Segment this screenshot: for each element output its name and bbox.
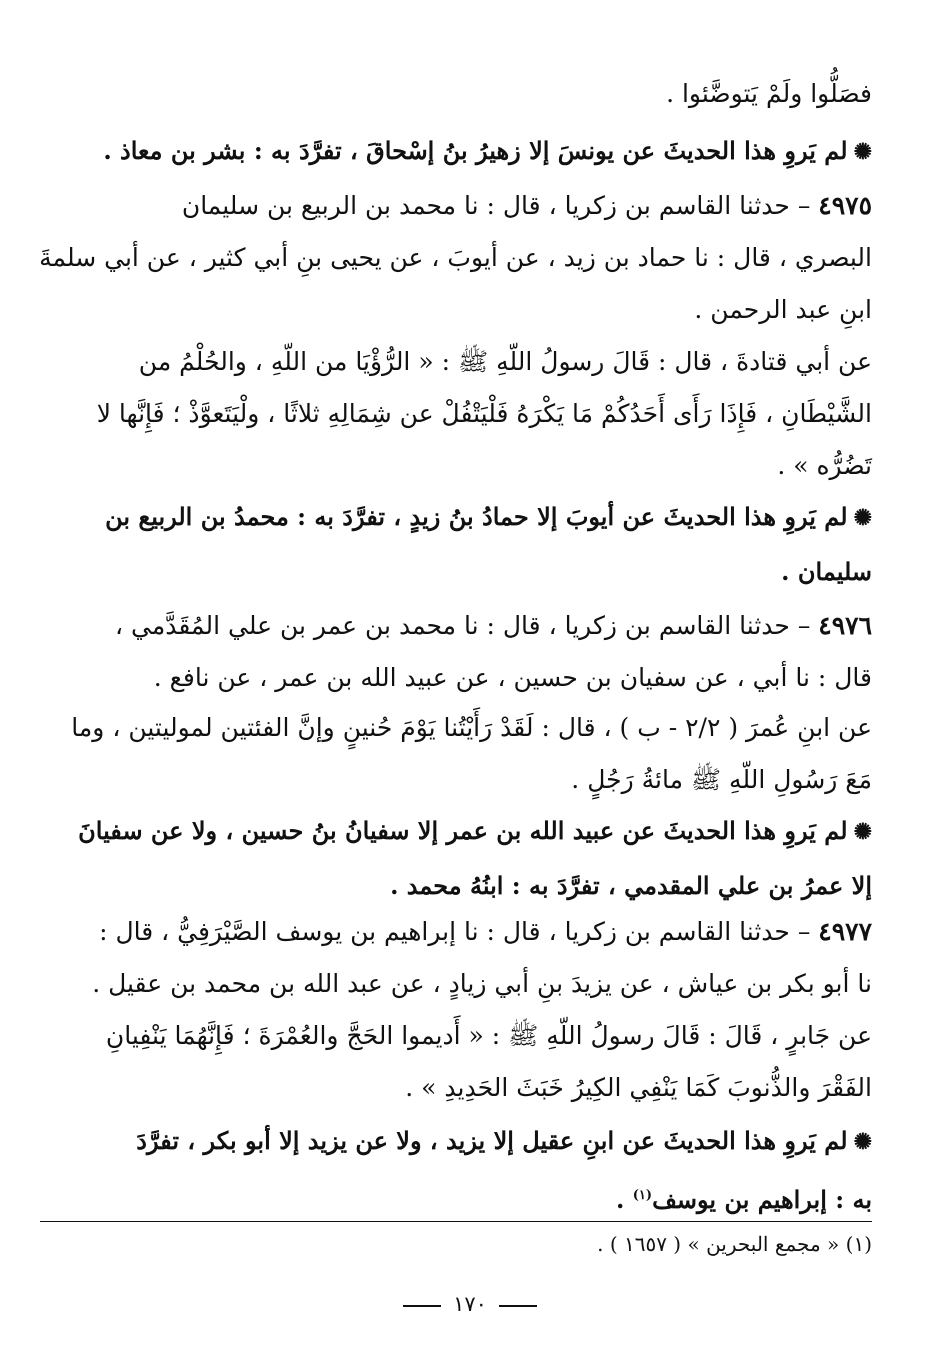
hadith-number: ٤٩٧٧	[818, 917, 872, 946]
line-text: مَعَ رَسُولِ اللّهِ ﷺ مائةُ رَجُلٍ .	[571, 765, 872, 794]
line-text: سليمان .	[781, 557, 872, 586]
line-text: عن ابنِ عُمرَ ( ٢/٢ - ب ) ، قال : لَقَدْ رَأَيْتُنا يَوْمَ حُنينٍ وإنَّ الفئتين لموليتين ، وما	[71, 713, 872, 742]
text-line	[40, 232, 872, 284]
text-line: به : إبراهيم بن يوسف$^{(١)}$ .	[616, 1185, 872, 1214]
text-line	[40, 702, 872, 754]
line-text: حدثنا القاسم بن زكريا ، قال : نا محمد بن الربيع بن سليمان	[181, 191, 790, 220]
hadith-block	[40, 336, 872, 492]
line-text: حدثنا القاسم بن زكريا ، قال : نا إبراهيم بن يوسف الصَّيْرَفِيُّ ، قال :	[99, 917, 790, 946]
text-line	[40, 1114, 872, 1169]
text-line: ٤٩٧٧ – حدثنا القاسم بن زكريا ، قال : نا إبراهيم بن يوسف الصَّيْرَفِيُّ ، قال :	[99, 917, 872, 946]
hadith-block	[40, 600, 872, 704]
text-line	[40, 859, 872, 913]
dash-left	[499, 1305, 537, 1307]
line-text: نا أبو بكر بن عياش ، عن يزيدَ بنِ أبي زيادٍ ، عن عبد الله بن محمد بن عقيل .	[92, 969, 872, 998]
text-line	[40, 958, 872, 1010]
hadith-block	[40, 180, 872, 336]
line-text: لم يَروِ هذا الحديثَ عن عبيد الله بن عمر إلا سفيانُ بنُ حسين ، ولا عن سفيانَ	[78, 816, 848, 845]
star-icon: ✺	[853, 819, 872, 845]
text-line	[40, 652, 872, 704]
line-text: لم يَروِ هذا الحديثَ عن يونسَ إلا زهيرُ بنُ إسْحاقَ ، تفرَّدَ به : بشر بن معاذ .	[103, 136, 848, 165]
footnote	[40, 1228, 872, 1260]
line-text: الشَّيْطَانِ ، فَإِذَا رَأَى أَحَدُكُمْ مَا يَكْرَهُ فَلْيَتْفُلْ عن شِمَالِهِ ثلاثًا ، ولْيَتَعوَّذْ ؛ فَإِنَّها لا	[96, 399, 872, 428]
star-icon: ✺	[853, 1129, 872, 1155]
text-line	[40, 754, 872, 806]
text-line	[40, 545, 872, 599]
text-line: ٤٩٧٥ – حدثنا القاسم بن زكريا ، قال : نا محمد بن الربيع بن سليمان	[181, 191, 872, 220]
line-text: لم يَروِ هذا الحديثَ عن ابنِ عقيل إلا يزيد ، ولا عن يزيد إلا أبو بكر ، تفرَّدَ	[136, 1126, 848, 1155]
dash-right	[403, 1305, 441, 1307]
line-text: فصَلُّوا ولَمْ يَتوضَّئوا .	[666, 79, 872, 108]
hadith-block	[40, 1010, 872, 1114]
text-line: ٤٩٧٦ – حدثنا القاسم بن زكريا ، قال : نا محمد بن عمر بن علي المُقَدَّمي ،	[115, 611, 872, 640]
text-line	[40, 1010, 872, 1062]
line-text: قال : نا أبي ، عن سفيان بن حسين ، عن عبيد الله بن عمر ، عن نافع .	[153, 663, 872, 692]
line-text: ابنِ عبد الرحمن .	[694, 295, 872, 324]
text-line	[40, 490, 872, 545]
hadith-number: ٤٩٧٥	[818, 191, 872, 220]
text-line	[40, 388, 872, 440]
text-line	[40, 284, 872, 336]
text-line	[40, 440, 872, 492]
text-line	[40, 1062, 872, 1114]
footnote-text: (١) « مجمع البحرين » ( ١٦٥٧ ) .	[597, 1232, 872, 1256]
line-text: حدثنا القاسم بن زكريا ، قال : نا محمد بن عمر بن علي المُقَدَّمي ،	[115, 611, 790, 640]
hadith-block	[40, 702, 872, 806]
hadith-block	[40, 906, 872, 1010]
text-line	[40, 124, 872, 179]
footnote-ref: (١)	[632, 1188, 653, 1203]
line-text: لم يَروِ هذا الحديثَ عن أيوبَ إلا حمادُ بنُ زيدٍ ، تفرَّدَ به : محمدُ بن الربيع بن	[105, 502, 848, 531]
star-icon: ✺	[853, 139, 872, 165]
hadith-block	[40, 68, 872, 120]
page-number	[0, 1292, 940, 1316]
commentary-block	[40, 1114, 872, 1227]
commentary-block	[40, 490, 872, 599]
commentary-block	[40, 804, 872, 913]
line-text: تَضُرُّه » .	[777, 451, 872, 480]
line-text: الفَقْرَ والذُّنوبَ كَمَا يَنْفِي الكِيرُ خَبَثَ الحَدِيدِ » .	[405, 1073, 872, 1102]
text-line	[40, 804, 872, 859]
page-number-text: ١٧٠	[453, 1292, 487, 1316]
line-text: عن أبي قتادةَ ، قال : قَالَ رسولُ اللّهِ ﷺ : « الرُّؤْيَا من اللّهِ ، والحُلْمُ من	[138, 347, 872, 376]
hadith-number: ٤٩٧٦	[818, 611, 872, 640]
commentary-block	[40, 124, 872, 179]
line-text: به : إبراهيم بن يوسف	[652, 1185, 872, 1214]
line-text: إلا عمرُ بن علي المقدمي ، تفرَّدَ به : ابنُهُ محمد .	[390, 871, 872, 900]
text-line	[40, 336, 872, 388]
star-icon: ✺	[853, 505, 872, 531]
line-text: عن جَابرٍ ، قَالَ : قَالَ رسولُ اللّهِ ﷺ : « أَديموا الحَجَّ والعُمْرَةَ ؛ فَإِنَّهُمَا يَنْفِيانِ	[105, 1021, 872, 1050]
line-text: البصري ، قال : نا حماد بن زيد ، عن أيوبَ ، عن يحيى بنِ أبي كثير ، عن أبي سلمةَ	[39, 243, 872, 272]
text-line	[40, 68, 872, 120]
